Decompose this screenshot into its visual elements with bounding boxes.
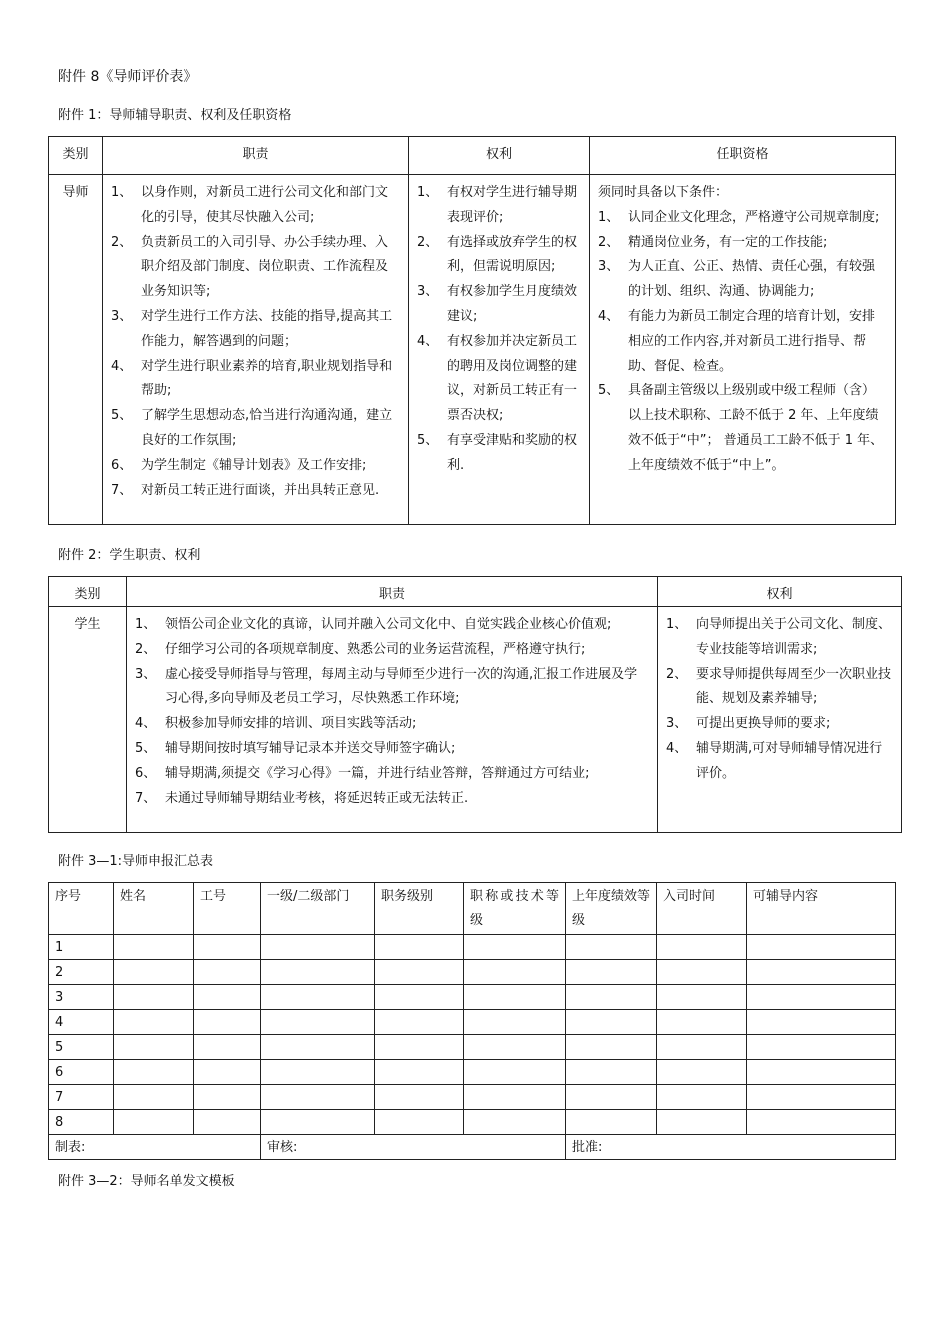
table-cell[interactable] <box>194 1035 261 1060</box>
table-cell[interactable] <box>747 985 896 1010</box>
item-number: 7、 <box>135 790 157 806</box>
table-cell[interactable] <box>657 1085 747 1110</box>
table-cell[interactable] <box>566 1035 657 1060</box>
table-cell[interactable] <box>114 1060 194 1085</box>
annex2-heading: 附件 2：学生职责、权利 <box>58 548 201 563</box>
list-item <box>111 231 400 305</box>
item-number: 4、 <box>111 358 133 374</box>
row-number: 8 <box>49 1110 114 1135</box>
table-cell[interactable] <box>566 1085 657 1110</box>
item-number: 1、 <box>598 209 620 225</box>
table-row <box>49 935 896 960</box>
table-row <box>49 607 902 833</box>
header-category: 类别 <box>49 137 103 175</box>
item-number: 2、 <box>417 234 439 250</box>
header-join-date: 入司时间 <box>657 883 747 935</box>
item-number: 3、 <box>111 308 133 324</box>
header-duties: 职责 <box>127 577 658 607</box>
table-row <box>49 175 896 525</box>
table-cell[interactable] <box>747 1110 896 1135</box>
table-cell[interactable] <box>375 1035 464 1060</box>
list-item <box>135 613 649 638</box>
table-cell[interactable] <box>566 960 657 985</box>
item-text: 对学生进行职业素养的培育,职业规划指导和帮助; <box>141 358 393 399</box>
item-text: 认同企业文化理念，严格遵守公司规章制度; <box>628 209 880 225</box>
item-text: 可提出更换导师的要求; <box>696 716 831 732</box>
item-text: 未通过导师辅导期结业考核，将延迟转正或无法转正. <box>165 790 469 806</box>
table-cell[interactable] <box>747 1060 896 1085</box>
table-cell[interactable] <box>657 1110 747 1135</box>
duties-cell <box>103 175 409 525</box>
item-text: 仔细学习公司的各项规章制度、熟悉公司的业务运营流程，严格遵守执行; <box>165 641 586 657</box>
table-row <box>49 1010 896 1035</box>
item-text: 为人正直、公正、热情、责任心强，有较强的计划、组织、沟通、协调能力; <box>628 259 876 300</box>
item-text: 精通岗位业务，有一定的工作技能; <box>628 234 828 250</box>
table-cell[interactable] <box>114 1085 194 1110</box>
item-number: 4、 <box>666 740 688 756</box>
table-header-row <box>49 137 896 175</box>
table-cell[interactable] <box>747 960 896 985</box>
row-number: 1 <box>49 935 114 960</box>
item-number: 3、 <box>598 259 620 275</box>
table-cell[interactable] <box>194 985 261 1010</box>
row-number: 3 <box>49 985 114 1010</box>
list-item <box>598 255 887 305</box>
item-text: 辅导期满,可对导师辅导情况进行评价。 <box>696 740 883 781</box>
annex32-heading: 附件 3—2：导师名单发文模板 <box>58 1174 235 1189</box>
table-cell[interactable] <box>114 960 194 985</box>
table-cell[interactable] <box>261 1010 375 1035</box>
item-number: 2、 <box>598 234 620 250</box>
table-cell[interactable] <box>657 1060 747 1085</box>
table-row <box>49 985 896 1010</box>
list-item <box>417 280 581 330</box>
list-item <box>666 712 893 737</box>
table-row <box>49 1110 896 1135</box>
item-number: 7、 <box>111 482 133 498</box>
table-cell[interactable] <box>657 935 747 960</box>
student-duties-table <box>48 576 902 833</box>
table-cell[interactable] <box>566 1110 657 1135</box>
list-item <box>135 663 649 713</box>
item-number: 5、 <box>111 408 133 424</box>
table-cell[interactable] <box>261 960 375 985</box>
table-cell[interactable] <box>657 1035 747 1060</box>
row-number: 5 <box>49 1035 114 1060</box>
table-cell[interactable] <box>375 985 464 1010</box>
item-number: 5、 <box>135 740 157 756</box>
category-cell: 导师 <box>49 175 103 525</box>
table-cell[interactable] <box>194 960 261 985</box>
header-category: 类别 <box>49 577 127 607</box>
item-number: 3、 <box>135 666 157 682</box>
table-cell[interactable] <box>375 960 464 985</box>
table-cell[interactable] <box>114 1010 194 1035</box>
item-text: 负责新员工的入司引导、办公手续办理、入职介绍及部门制度、岗位职责、工作流程及业务知识等; <box>141 234 389 300</box>
table-row <box>49 960 896 985</box>
table-cell[interactable] <box>194 1010 261 1035</box>
header-employee-id: 工号 <box>194 883 261 935</box>
list-item <box>598 379 887 478</box>
table-cell[interactable] <box>194 1060 261 1085</box>
mentor-application-table <box>48 882 896 1160</box>
header-name: 姓名 <box>114 883 194 935</box>
table-cell[interactable] <box>657 985 747 1010</box>
category-cell: 学生 <box>49 607 127 833</box>
item-number: 5、 <box>598 383 620 399</box>
table-cell[interactable] <box>261 1035 375 1060</box>
list-item <box>417 330 581 429</box>
item-number: 1、 <box>417 185 439 200</box>
header-serial: 序号 <box>49 883 114 935</box>
approved-by-cell[interactable]: 批准: <box>566 1135 896 1160</box>
table-cell[interactable] <box>261 935 375 960</box>
table-cell[interactable] <box>375 1010 464 1035</box>
list-item <box>666 737 893 787</box>
table-cell[interactable] <box>114 985 194 1010</box>
item-text: 了解学生思想动态,恰当进行沟通沟通，建立良好的工作氛围; <box>141 408 393 448</box>
table-cell[interactable] <box>261 1060 375 1085</box>
annex31-heading: 附件 3—1:导师申报汇总表 <box>58 854 214 869</box>
item-number: 4、 <box>417 333 439 349</box>
header-performance: 上年度绩效等级 <box>566 883 657 935</box>
list-item <box>111 454 400 479</box>
table-cell[interactable] <box>261 1085 375 1110</box>
item-text: 为学生制定《辅导计划表》及工作安排; <box>141 457 367 473</box>
item-text: 要求导师提供每周至少一次职业技能、规划及素养辅导; <box>696 666 892 707</box>
duties-cell <box>127 607 658 833</box>
annex1-heading: 附件 1：导师辅导职责、权利及任职资格 <box>58 108 292 123</box>
table-cell[interactable] <box>464 1110 566 1135</box>
list-item <box>135 762 649 787</box>
table-cell[interactable] <box>114 1110 194 1135</box>
table-cell[interactable] <box>566 1010 657 1035</box>
list-item <box>598 231 887 256</box>
list-item <box>111 355 400 405</box>
list-item <box>111 404 400 454</box>
table-row <box>49 1060 896 1085</box>
table-cell[interactable] <box>747 935 896 960</box>
table-cell[interactable] <box>375 1060 464 1085</box>
item-text: 辅导期满,须提交《学习心得》一篇，并进行结业答辩，答辩通过方可结业; <box>165 765 590 781</box>
item-text: 有选择或放弃学生的权利，但需说明原因; <box>447 234 578 275</box>
list-item <box>135 712 649 737</box>
item-text: 有能力为新员工制定合理的培育计划，安排相应的工作内容,并对新员工进行指导、帮助、督促、检查。 <box>628 308 876 374</box>
table-cell[interactable] <box>657 1010 747 1035</box>
row-number: 4 <box>49 1010 114 1035</box>
table-cell[interactable] <box>375 1085 464 1110</box>
item-number: 3、 <box>417 284 439 300</box>
mentor-duties-table <box>48 136 896 525</box>
table-cell[interactable] <box>375 935 464 960</box>
table-cell[interactable] <box>464 960 566 985</box>
list-item <box>111 181 400 231</box>
table-cell[interactable] <box>114 1035 194 1060</box>
reviewed-by-cell[interactable]: 审核: <box>261 1135 566 1160</box>
header-rights: 权利 <box>409 137 590 175</box>
item-number: 6、 <box>135 765 157 781</box>
list-item <box>598 305 887 379</box>
item-number: 3、 <box>666 716 688 732</box>
table-cell[interactable] <box>464 985 566 1010</box>
list-item <box>598 206 887 231</box>
table-cell[interactable] <box>464 935 566 960</box>
item-number: 6、 <box>111 457 133 473</box>
list-item <box>666 663 893 713</box>
header-duties: 职责 <box>103 137 409 175</box>
header-rights: 权利 <box>658 577 902 607</box>
table-cell[interactable] <box>747 1035 896 1060</box>
qualifications-intro: 须同时具备以下条件： <box>598 185 729 200</box>
table-cell[interactable] <box>657 960 747 985</box>
header-qualifications: 任职资格 <box>590 137 896 175</box>
list-item <box>135 737 649 762</box>
item-number: 1、 <box>135 617 157 632</box>
header-title-level: 职称或技术等级 <box>464 883 566 935</box>
table-row <box>49 1035 896 1060</box>
table-cell[interactable] <box>464 1010 566 1035</box>
item-number: 2、 <box>666 666 688 682</box>
table-cell[interactable] <box>566 935 657 960</box>
header-department: 一级/二级部门 <box>261 883 375 935</box>
item-text: 以身作则，对新员工进行公司文化和部门文化的引导，使其尽快融入公司; <box>141 185 389 225</box>
list-item <box>135 638 649 663</box>
item-text: 有享受津贴和奖励的权利. <box>447 432 578 473</box>
list-item <box>417 231 581 281</box>
list-item <box>666 613 893 663</box>
item-text: 积极参加导师安排的培训、项目实践等活动; <box>165 716 417 732</box>
list-item <box>111 479 400 504</box>
table-cell[interactable] <box>375 1110 464 1135</box>
table-cell[interactable] <box>566 985 657 1010</box>
item-number: 4、 <box>135 716 157 732</box>
table-cell[interactable] <box>747 1010 896 1035</box>
item-text: 虚心接受导师指导与管理，每周主动与导师至少进行一次的沟通,汇报工作进展及学习心得,多向导师及老员工学习，尽快熟悉工作环境; <box>165 666 638 707</box>
table-cell[interactable] <box>747 1085 896 1110</box>
table-cell[interactable] <box>114 935 194 960</box>
header-position-level: 职务级别 <box>375 883 464 935</box>
table-cell[interactable] <box>194 1085 261 1110</box>
row-number: 7 <box>49 1085 114 1110</box>
item-number: 5、 <box>417 432 439 448</box>
item-number: 1、 <box>666 617 688 632</box>
qualifications-cell <box>590 175 896 525</box>
table-cell[interactable] <box>566 1060 657 1085</box>
rights-cell <box>658 607 902 833</box>
row-number: 6 <box>49 1060 114 1085</box>
list-item <box>135 787 649 812</box>
table-header-row <box>49 577 902 607</box>
rights-cell <box>409 175 590 525</box>
made-by-cell[interactable]: 制表: <box>49 1135 261 1160</box>
document-title: 附件 8《导师评价表》 <box>58 69 198 85</box>
table-cell[interactable] <box>194 1110 261 1135</box>
table-cell[interactable] <box>464 1035 566 1060</box>
item-text: 有权对学生进行辅导期表现评价; <box>447 185 578 225</box>
list-item <box>417 429 581 479</box>
item-text: 辅导期间按时填写辅导记录本并送交导师签字确认; <box>165 740 456 756</box>
table-header-row <box>49 883 896 935</box>
table-row <box>49 1085 896 1110</box>
list-item <box>417 181 581 231</box>
table-cell[interactable] <box>194 935 261 960</box>
item-text: 向导师提出关于公司文化、制度、专业技能等培训需求; <box>696 617 892 657</box>
item-number: 2、 <box>111 234 133 250</box>
item-number: 1、 <box>111 185 133 200</box>
table-cell[interactable] <box>464 1060 566 1085</box>
item-text: 对学生进行工作方法、技能的指导,提高其工作能力，解答遇到的问题； <box>141 308 393 349</box>
item-text: 有权参加学生月度绩效建议; <box>447 284 578 324</box>
item-text: 具备副主管级以上级别或中级工程师（含）以上技术职称、工龄不低于 2 年、上年度绩效不低于“中”； 普通员工工龄不低于 1 年、上年度绩效不低于“中上”。 <box>628 383 884 473</box>
item-text: 有权参加并决定新员工的聘用及岗位调整的建议，对新员工转正有一票否决权; <box>447 333 578 424</box>
item-number: 2、 <box>135 641 157 657</box>
signature-row <box>49 1135 896 1160</box>
item-text: 对新员工转正进行面谈，并出具转正意见. <box>141 482 380 498</box>
table-cell[interactable] <box>261 985 375 1010</box>
header-mentoring-content: 可辅导内容 <box>747 883 896 935</box>
table-cell[interactable] <box>464 1085 566 1110</box>
list-item <box>111 305 400 355</box>
item-text: 领悟公司企业文化的真谛，认同并融入公司文化中、自觉实践企业核心价值观; <box>165 617 612 632</box>
table-cell[interactable] <box>261 1110 375 1135</box>
row-number: 2 <box>49 960 114 985</box>
item-number: 4、 <box>598 308 620 324</box>
